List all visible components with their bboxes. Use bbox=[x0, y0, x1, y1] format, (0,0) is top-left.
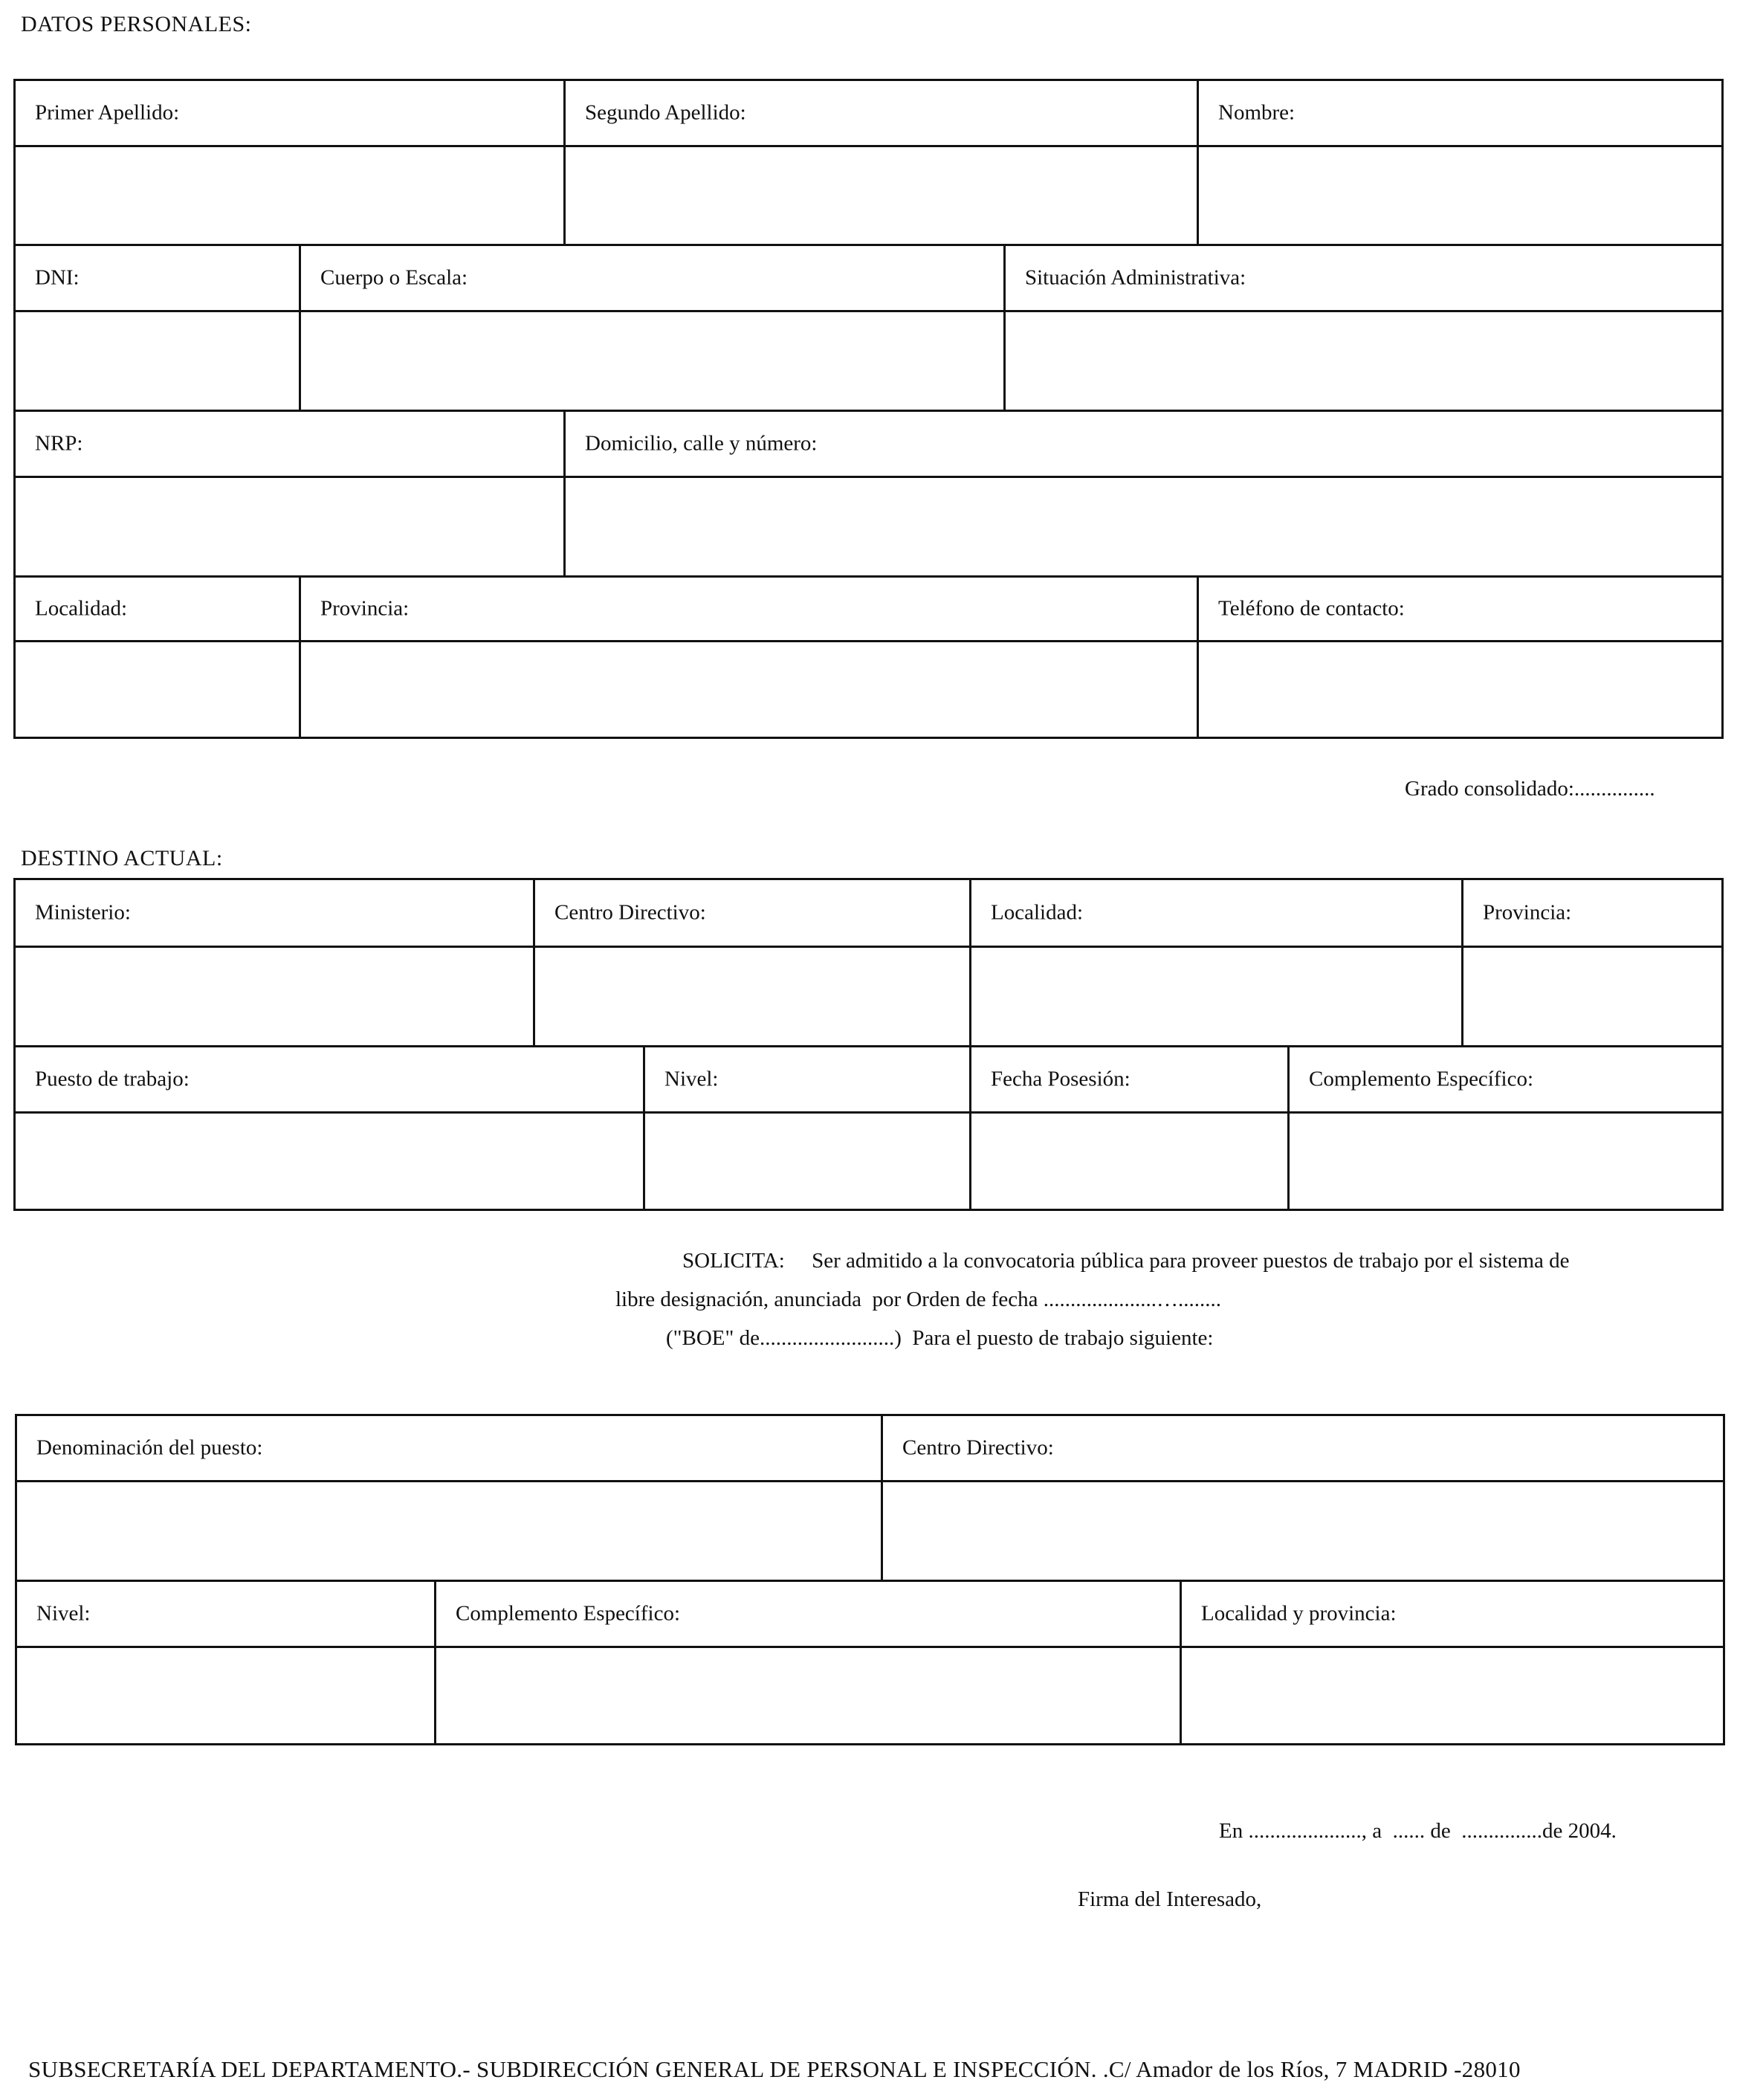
column-situacion-administrativa bbox=[1003, 246, 1721, 412]
telefono-field[interactable] bbox=[1199, 642, 1721, 739]
column-nivel bbox=[643, 1047, 969, 1211]
localidad-destino-label: Localidad: bbox=[991, 900, 1084, 925]
provincia-field[interactable] bbox=[301, 642, 1197, 739]
ministerio-label: Ministerio: bbox=[35, 900, 131, 925]
firma-interesado: Firma del Interesado, bbox=[1078, 1887, 1262, 1911]
label-cell bbox=[645, 1047, 969, 1114]
table-row bbox=[16, 1045, 1721, 1211]
localidad-provincia-field[interactable] bbox=[1182, 1648, 1723, 1745]
label-cell bbox=[17, 1416, 881, 1482]
primer-apellido-label: Primer Apellido: bbox=[35, 100, 180, 125]
nivel-field[interactable] bbox=[645, 1114, 969, 1211]
label-cell bbox=[301, 578, 1197, 642]
column-centro-directivo-solicitado bbox=[881, 1416, 1723, 1580]
complemento-solicitado-label: Complemento Específico: bbox=[456, 1601, 681, 1626]
nrp-field[interactable] bbox=[16, 478, 563, 578]
column-provincia-destino bbox=[1461, 880, 1721, 1045]
column-denominacion-puesto bbox=[17, 1416, 881, 1580]
column-primer-apellido bbox=[16, 81, 563, 244]
label-cell bbox=[1290, 1047, 1721, 1114]
label-cell bbox=[16, 246, 299, 312]
label-cell bbox=[436, 1582, 1180, 1648]
situacion-administrativa-field[interactable] bbox=[1006, 312, 1721, 412]
segundo-apellido-label: Segundo Apellido: bbox=[585, 100, 746, 125]
solicita-line-1: SOLICITA: Ser admitido a la convocatoria pública para proveer puestos de trabajo por el sistema de bbox=[682, 1249, 1570, 1273]
label-cell bbox=[971, 880, 1461, 948]
label-cell bbox=[16, 412, 563, 478]
column-telefono bbox=[1197, 578, 1721, 739]
column-localidad-provincia bbox=[1180, 1582, 1723, 1745]
centro-directivo-solicitado-field[interactable] bbox=[883, 1482, 1723, 1580]
nombre-field[interactable] bbox=[1199, 147, 1721, 244]
solicita-paragraph bbox=[615, 1241, 1715, 1357]
denominacion-puesto-field[interactable] bbox=[17, 1482, 881, 1580]
dni-label: DNI: bbox=[35, 265, 80, 290]
column-complemento-especifico bbox=[1287, 1047, 1721, 1211]
table-row bbox=[16, 410, 1721, 578]
column-segundo-apellido bbox=[563, 81, 1197, 244]
nivel-label: Nivel: bbox=[664, 1067, 719, 1091]
segundo-apellido-field[interactable] bbox=[566, 147, 1197, 244]
centro-directivo-solicitado-label: Centro Directivo: bbox=[902, 1435, 1054, 1460]
label-cell bbox=[1006, 246, 1721, 312]
complemento-especifico-field[interactable] bbox=[1290, 1114, 1721, 1211]
label-cell bbox=[16, 1047, 643, 1114]
column-localidad-destino bbox=[969, 880, 1461, 1045]
label-cell bbox=[566, 81, 1197, 147]
column-fecha-posesion bbox=[969, 1047, 1287, 1211]
centro-directivo-field[interactable] bbox=[535, 948, 969, 1045]
label-cell bbox=[16, 578, 299, 642]
destino-actual-table bbox=[13, 878, 1724, 1211]
complemento-solicitado-field[interactable] bbox=[436, 1648, 1180, 1745]
column-ministerio bbox=[16, 880, 533, 1045]
localidad-field[interactable] bbox=[16, 642, 299, 739]
localidad-provincia-label: Localidad y provincia: bbox=[1201, 1601, 1397, 1626]
label-cell bbox=[883, 1416, 1723, 1482]
puesto-trabajo-field[interactable] bbox=[16, 1114, 643, 1211]
section-heading-datos-personales: DATOS PERSONALES: bbox=[21, 12, 252, 36]
datos-personales-table bbox=[13, 79, 1724, 739]
nivel-solicitado-label: Nivel: bbox=[36, 1601, 91, 1626]
primer-apellido-field[interactable] bbox=[16, 147, 563, 244]
fecha-lugar-line[interactable]: En ....................., a ...... de ...............de 2004. bbox=[1219, 1819, 1617, 1843]
denominacion-puesto-label: Denominación del puesto: bbox=[36, 1435, 263, 1460]
solicita-line-2: libre designación, anunciada por Orden de fecha .....................…........ bbox=[615, 1288, 1221, 1311]
column-nombre bbox=[1197, 81, 1721, 244]
table-row bbox=[16, 880, 1721, 1045]
domicilio-field[interactable] bbox=[566, 478, 1721, 578]
label-cell bbox=[1199, 81, 1721, 147]
column-domicilio bbox=[563, 412, 1721, 578]
table-row bbox=[17, 1416, 1723, 1580]
label-cell bbox=[566, 412, 1721, 478]
cuerpo-escala-field[interactable] bbox=[301, 312, 1003, 412]
situacion-administrativa-label: Situación Administrativa: bbox=[1025, 265, 1246, 290]
column-cuerpo-escala bbox=[299, 246, 1003, 412]
cuerpo-escala-label: Cuerpo o Escala: bbox=[320, 265, 468, 290]
column-nivel-solicitado bbox=[17, 1582, 434, 1745]
localidad-label: Localidad: bbox=[35, 596, 128, 621]
puesto-solicitado-table bbox=[15, 1414, 1725, 1745]
domicilio-label: Domicilio, calle y número: bbox=[585, 431, 818, 456]
grado-consolidado[interactable]: Grado consolidado:............... bbox=[1405, 777, 1655, 801]
label-cell bbox=[301, 246, 1003, 312]
column-dni bbox=[16, 246, 299, 412]
telefono-label: Teléfono de contacto: bbox=[1218, 596, 1405, 621]
provincia-destino-field[interactable] bbox=[1463, 948, 1721, 1045]
label-cell bbox=[16, 880, 533, 948]
label-cell bbox=[1199, 578, 1721, 642]
nrp-label: NRP: bbox=[35, 431, 83, 456]
localidad-destino-field[interactable] bbox=[971, 948, 1461, 1045]
column-puesto-trabajo bbox=[16, 1047, 643, 1211]
ministerio-field[interactable] bbox=[16, 948, 533, 1045]
column-centro-directivo bbox=[533, 880, 969, 1045]
column-nrp bbox=[16, 412, 563, 578]
dni-field[interactable] bbox=[16, 312, 299, 412]
provincia-label: Provincia: bbox=[320, 596, 410, 621]
fecha-posesion-label: Fecha Posesión: bbox=[991, 1067, 1130, 1091]
label-cell bbox=[1182, 1582, 1723, 1648]
table-row bbox=[16, 244, 1721, 412]
label-cell bbox=[535, 880, 969, 948]
label-cell bbox=[17, 1582, 434, 1648]
label-cell bbox=[1463, 880, 1721, 948]
column-provincia bbox=[299, 578, 1197, 739]
centro-directivo-label: Centro Directivo: bbox=[554, 900, 706, 925]
section-heading-destino-actual: DESTINO ACTUAL: bbox=[21, 846, 223, 870]
table-row bbox=[16, 81, 1721, 244]
complemento-especifico-label: Complemento Específico: bbox=[1309, 1067, 1534, 1091]
column-complemento-solicitado bbox=[434, 1582, 1180, 1745]
column-localidad bbox=[16, 578, 299, 739]
label-cell bbox=[971, 1047, 1287, 1114]
puesto-trabajo-label: Puesto de trabajo: bbox=[35, 1067, 190, 1091]
table-row bbox=[17, 1580, 1723, 1745]
nombre-label: Nombre: bbox=[1218, 100, 1296, 125]
provincia-destino-label: Provincia: bbox=[1483, 900, 1572, 925]
footer-address: SUBSECRETARÍA DEL DEPARTAMENTO.- SUBDIRECCIÓN GENERAL DE PERSONAL E INSPECCIÓN. .C/ Amador de los Ríos, 7 MADRID -28010 bbox=[28, 2056, 1521, 2082]
solicita-line-3: ("BOE" de.........................) Para el puesto de trabajo siguiente: bbox=[666, 1326, 1214, 1350]
label-cell bbox=[16, 81, 563, 147]
nivel-solicitado-field[interactable] bbox=[17, 1648, 434, 1745]
fecha-posesion-field[interactable] bbox=[971, 1114, 1287, 1211]
table-row bbox=[16, 575, 1721, 739]
